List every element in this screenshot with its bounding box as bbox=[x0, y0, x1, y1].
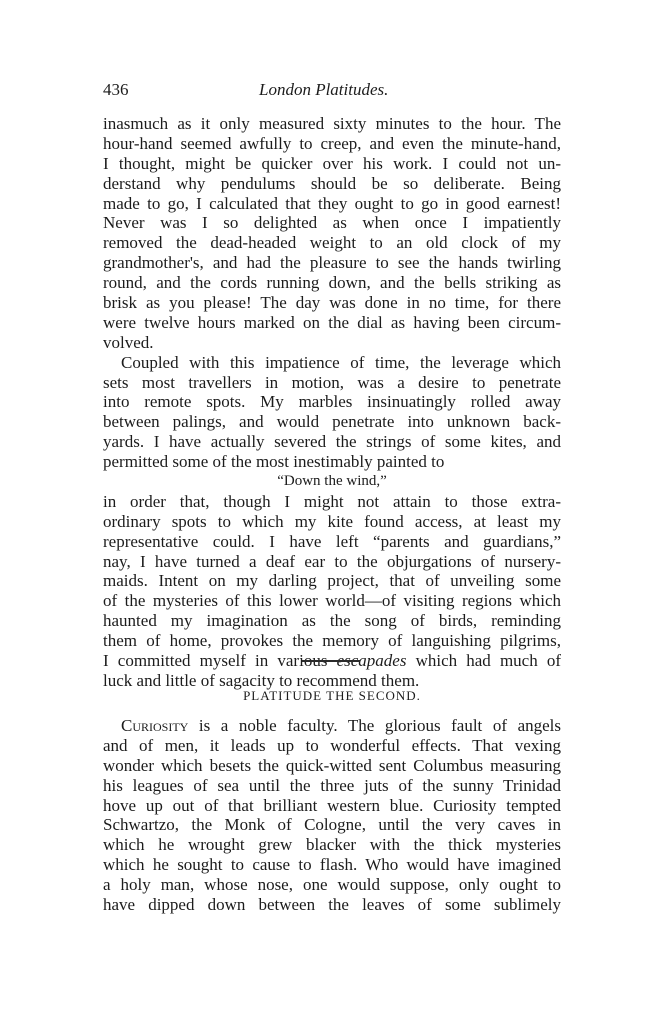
text-fragment: is a noble faculty. The glorious fault of angels bbox=[188, 716, 561, 735]
text-line: derstand why pendulums should be so deliberate. Being bbox=[103, 173, 561, 193]
page-number: 436 bbox=[103, 80, 129, 99]
text-line: in order that, though I might not attain to those extra- bbox=[103, 491, 561, 511]
text-line: sets most travellers in motion, was a desire to penetrate bbox=[103, 372, 561, 392]
text-line: removed the dead-headed weight to an old clock of my bbox=[103, 233, 561, 253]
text-fragment: I committed myself in various bbox=[103, 651, 337, 671]
small-caps-word: Curiosity bbox=[121, 716, 189, 735]
text-line: luck and little of sagacity to recommend them. bbox=[103, 670, 420, 690]
text-line: inasmuch as it only measured sixty minutes to the hour. The bbox=[103, 114, 561, 133]
text-line: round, and the cords running down, and the bells striking as bbox=[103, 273, 561, 293]
text-line: wonder which besets the quick-witted sent Columbus measuring bbox=[103, 755, 561, 775]
quoted-line: “Down the wind,” bbox=[277, 473, 387, 490]
text-line: I thought, might be quicker over his work. I could not un- bbox=[103, 153, 561, 173]
text-line: Coupled with this impatience of time, the leverage which bbox=[121, 352, 561, 372]
text-line: ordinary spots to which my kite found access, at least my bbox=[103, 511, 561, 531]
text-line: Never was I so delighted as when once I impatiently bbox=[103, 213, 561, 233]
text-line: hour-hand seemed awfully to creep, and even the minute-hand, bbox=[103, 133, 561, 153]
text-line: which he sought to cause to flash. Who would have imagined bbox=[103, 855, 561, 875]
text-line: hove up out of that brilliant western blue. Curiosity tempted bbox=[103, 795, 561, 815]
text-line: have dipped down between the leaves of some sublimely bbox=[103, 895, 561, 915]
text-line: which he wrought grew blacker with the thick mysteries bbox=[103, 835, 561, 855]
text-line: his leagues of sea until the three juts of the sunny Trinidad bbox=[103, 775, 561, 795]
text-line: yards. I have actually severed the strings of some kites, and bbox=[103, 432, 561, 452]
text-line: haunted my imagination as the song of birds, reminding bbox=[103, 611, 561, 631]
text-line: maids. Intent on my darling project, that of unveiling some bbox=[103, 571, 561, 591]
text-line: were twelve hours marked on the dial as having been circum- bbox=[103, 312, 561, 332]
text-line: made to go, I calculated that they ought to go in good earnest! bbox=[103, 193, 561, 213]
text-line: them of home, provokes the memory of languishing pilgrims, bbox=[103, 631, 561, 651]
text-line: brisk as you please! The day was done in no time, for there bbox=[103, 293, 561, 313]
text-line: Schwartzo, the Monk of Cologne, until the very caves in bbox=[103, 815, 561, 835]
section-heading: PLATITUDE THE SECOND. bbox=[243, 688, 421, 703]
text-line: a holy man, whose nose, one would suppose, only ought to bbox=[103, 875, 561, 895]
paragraph-1 bbox=[103, 114, 561, 691]
text-line: into remote spots. My marbles insinuatingly rolled away bbox=[103, 392, 561, 412]
paragraph-4 bbox=[103, 716, 561, 915]
text-line: permitted some of the most inestimably painted to bbox=[103, 452, 445, 472]
text-line: representative could. I have left “parents and guardians,” bbox=[103, 531, 561, 551]
running-head bbox=[103, 80, 563, 102]
section-divider bbox=[302, 660, 360, 662]
text-line: and of men, it leads up to wonderful effects. That vexing bbox=[103, 735, 561, 755]
running-title: London Platitudes. bbox=[259, 80, 389, 99]
text-fragment: which had much of bbox=[406, 651, 561, 671]
text-line: of the mysteries of this lower world—of visiting regions which bbox=[103, 591, 561, 611]
text-line: volved. bbox=[103, 332, 154, 352]
text-line: between palings, and would penetrate into unknown back- bbox=[103, 412, 561, 432]
text-line: nay, I have turned a deaf ear to the objurgations of nursery- bbox=[103, 551, 561, 571]
italic-word: escapades bbox=[336, 651, 407, 671]
text-line: grandmother's, and had the pleasure to see the hands twirling bbox=[103, 253, 561, 273]
text-line bbox=[103, 716, 561, 736]
